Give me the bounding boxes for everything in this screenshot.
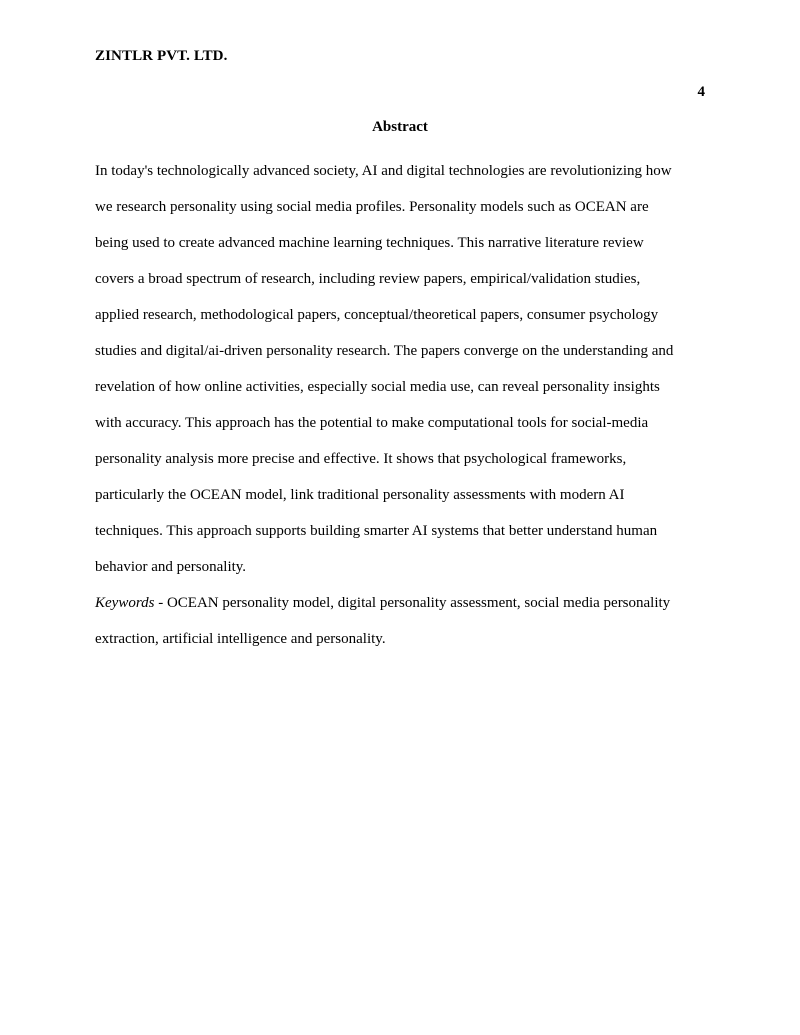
abstract-line: being used to create advanced machine learning techniques. This narrative literature review — [95, 235, 644, 251]
abstract-line: we research personality using social media profiles. Personality models such as OCEAN are — [95, 199, 649, 215]
abstract-line: studies and digital/ai-driven personality research. The papers converge on the understanding and — [95, 343, 674, 359]
keywords-text: - OCEAN personality model, digital personality assessment, social media personality — [154, 595, 671, 611]
keywords-label: Keywords — [95, 595, 155, 611]
abstract-line: revelation of how online activities, especially social media use, can reveal personality insights — [95, 379, 660, 395]
abstract-line: techniques. This approach supports building smarter AI systems that better understand human — [95, 523, 658, 539]
abstract-heading: Abstract — [372, 119, 428, 135]
abstract-line: applied research, methodological papers, conceptual/theoretical papers, consumer psychology — [95, 307, 659, 323]
abstract-line: with accuracy. This approach has the potential to make computational tools for social-media — [95, 415, 649, 431]
abstract-line: In today's technologically advanced society, AI and digital technologies are revolutionizing how — [95, 163, 672, 179]
keywords-line: extraction, artificial intelligence and personality. — [95, 631, 386, 647]
abstract-line: particularly the OCEAN model, link traditional personality assessments with modern AI — [95, 487, 625, 503]
abstract-body — [95, 153, 713, 657]
keywords-line — [95, 585, 713, 621]
abstract-line: behavior and personality. — [95, 559, 247, 575]
abstract-line: covers a broad spectrum of research, including review papers, empirical/validation studies, — [95, 271, 641, 287]
abstract-line: personality analysis more precise and effective. It shows that psychological frameworks, — [95, 451, 627, 467]
running-head: ZINTLR PVT. LTD. — [95, 48, 228, 64]
page-number: 4 — [697, 84, 705, 100]
